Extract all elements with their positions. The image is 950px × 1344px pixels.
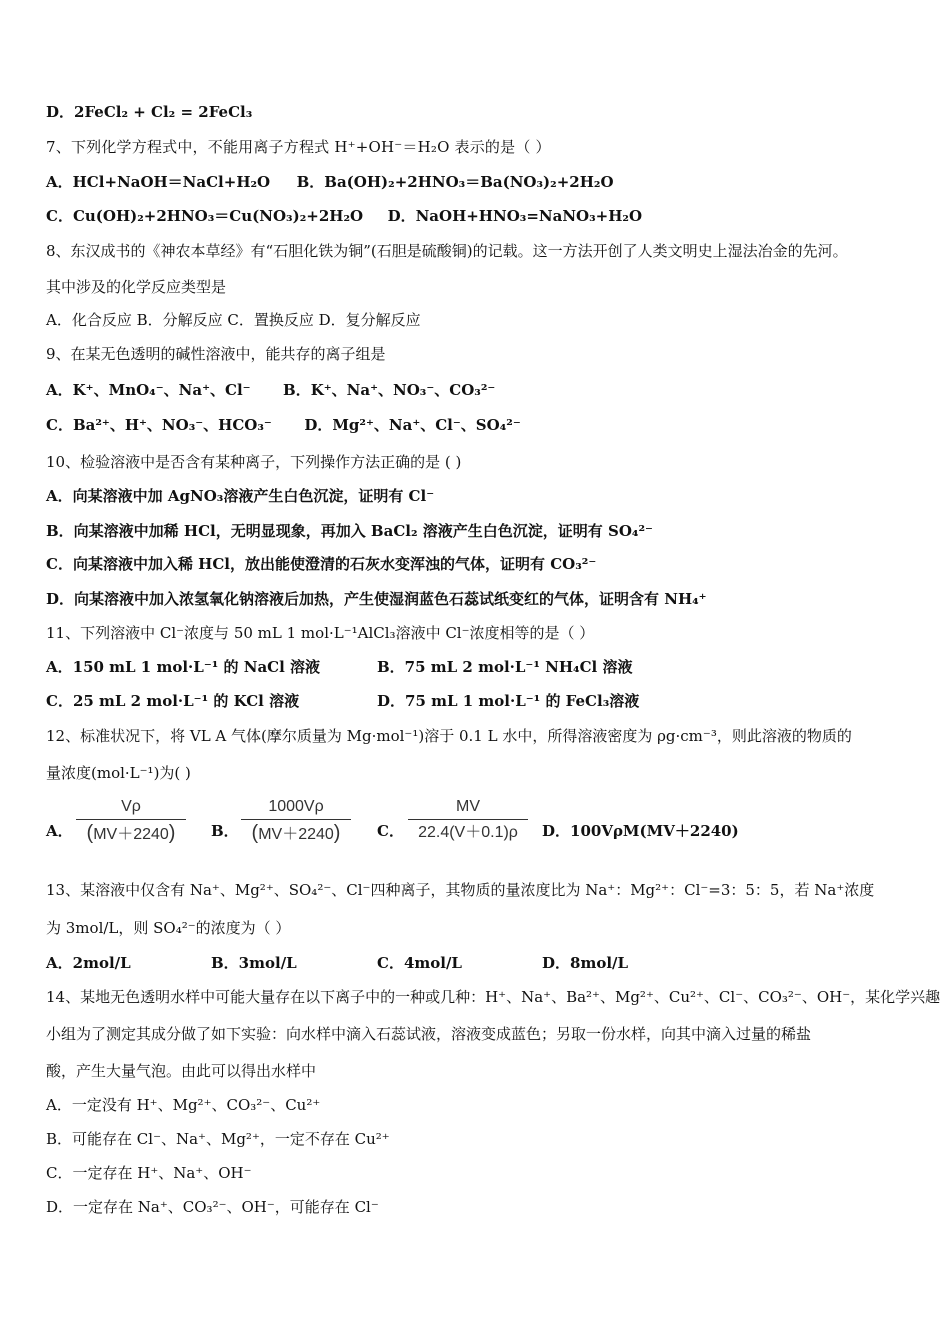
- q13-option-b: B．3mol/L: [211, 954, 297, 972]
- q14-stem-line1: 14、某地无色透明水样中可能大量存在以下离子中的一种或几种：H⁺、Na⁺、Ba²⁺、Mg²⁺、Cu²⁺、Cl⁻、CO₃²⁻、OH⁻，某化学兴趣: [46, 988, 941, 1006]
- q13-stem-line2: 为 3mol/L，则 SO₄²⁻的浓度为（ ）: [46, 919, 291, 937]
- q13-option-c: C．4mol/L: [377, 954, 462, 972]
- q6-option-d-text: 2FeCl₂ + Cl₂ = 2FeCl₃: [74, 103, 253, 121]
- q9-option-d: D．Mg²⁺、Na⁺、Cl⁻、SO₄²⁻: [304, 416, 521, 434]
- q12-option-c-fraction: [408, 796, 528, 844]
- q14-option-c: C．一定存在 H⁺、Na⁺、OH⁻: [46, 1164, 252, 1182]
- q11-options-row2: [46, 690, 910, 712]
- q8-stem-line1: 8、东汉成书的《神农本草经》有“石胆化铁为铜”(石胆是硫酸铜)的记载。这一方法开创了人类文明史上湿法冶金的先河。: [46, 242, 848, 260]
- q9-option-b: B．K⁺、Na⁺、NO₃⁻、CO₃²⁻: [283, 381, 496, 399]
- q12-option-c-label: C．: [377, 822, 404, 840]
- q7-option-c: C．Cu(OH)₂+2HNO₃＝Cu(NO₃)₂+2H₂O: [46, 207, 364, 225]
- q10-option-b: B．向某溶液中加稀 HCl，无明显现象，再加入 BaCl₂ 溶液产生白色沉淀，证明有 SO₄²⁻: [46, 522, 653, 540]
- q11-option-d: D．75 mL 1 mol·L⁻¹ 的 FeCl₃溶液: [377, 692, 640, 710]
- q9-options-row2: [46, 414, 910, 436]
- q8-stem-line2: 其中涉及的化学反应类型是: [46, 278, 227, 296]
- q10-stem: 10、检验溶液中是否含有某种离子，下列操作方法正确的是 ( ): [46, 453, 462, 471]
- q7-option-b: B．Ba(OH)₂+2HNO₃＝Ba(NO₃)₂+2H₂O: [296, 173, 614, 191]
- q12-option-b-denominator: MV＋2240: [258, 826, 334, 843]
- q12-option-a-label: A．: [46, 822, 73, 840]
- q10-option-a: A．向某溶液中加 AgNO₃溶液产生白色沉淀，证明有 Cl⁻: [46, 487, 435, 505]
- q9-stem: 9、在某无色透明的碱性溶液中，能共存的离子组是: [46, 345, 386, 363]
- q6-option-d: [46, 101, 910, 123]
- q14-stem-line3: 酸，产生大量气泡。由此可以得出水样中: [46, 1062, 317, 1080]
- q9-option-c: C．Ba²⁺、H⁺、NO₃⁻、HCO₃⁻: [46, 416, 272, 434]
- q9-options-row1: [46, 379, 910, 401]
- q12-stem-line1: 12、标准状况下，将 VL A 气体(摩尔质量为 Mg·mol⁻¹)溶于 0.1 L 水中，所得溶液密度为 ρg·cm⁻³，则此溶液的物质的: [46, 727, 852, 745]
- q7-option-a: A．HCl+NaOH＝NaCl+H₂O: [46, 173, 271, 191]
- q12-options: [46, 796, 906, 846]
- q12-option-a-fraction: Vρ (MV＋2240): [76, 796, 186, 844]
- q12-option-d: D．100VρM(MV＋2240): [542, 822, 739, 840]
- q8-options: A．化合反应 B．分解反应 C．置换反应 D．复分解反应: [46, 311, 421, 329]
- q14-option-d: D．一定存在 Na⁺、CO₃²⁻、OH⁻，可能存在 Cl⁻: [46, 1198, 379, 1216]
- q7-options-row1: [46, 171, 910, 193]
- q13-option-a: A．2mol/L: [46, 954, 131, 972]
- q12-option-b-label: B．: [211, 822, 239, 840]
- q12-option-a-denominator: MV＋2240: [93, 826, 169, 843]
- q14-option-a: A．一定没有 H⁺、Mg²⁺、CO₃²⁻、Cu²⁺: [46, 1096, 321, 1114]
- q11-stem: 11、下列溶液中 Cl⁻浓度与 50 mL 1 mol·L⁻¹AlCl₃溶液中 Cl⁻浓度相等的是（ ）: [46, 624, 595, 642]
- q11-option-c: C．25 mL 2 mol·L⁻¹ 的 KCl 溶液: [46, 692, 300, 710]
- q14-stem-line2: 小组为了测定其成分做了如下实验：向水样中滴入石蕊试液，溶液变成蓝色；另取一份水样，向其中滴入过量的稀盐: [46, 1025, 812, 1043]
- q7-stem: 7、下列化学方程式中，不能用离子方程式 H⁺+OH⁻＝H₂O 表示的是（ ）: [46, 138, 551, 156]
- q12-option-a-numerator: Vρ: [121, 798, 141, 815]
- q14-option-b: B．可能存在 Cl⁻、Na⁺、Mg²⁺，一定不存在 Cu²⁺: [46, 1130, 390, 1148]
- q10-option-c: C．向某溶液中加入稀 HCl，放出能使澄清的石灰水变浑浊的气体，证明有 CO₃²⁻: [46, 555, 597, 573]
- q12-option-b-fraction: 1000Vρ (MV＋2240): [241, 796, 351, 844]
- q11-option-a: A．150 mL 1 mol·L⁻¹ 的 NaCl 溶液: [46, 658, 321, 676]
- q12-option-c-denominator: 22.4(V＋0.1)ρ: [418, 824, 518, 841]
- q11-options-row1: [46, 656, 910, 678]
- q12-stem-line2: 量浓度(mol·L⁻¹)为( ): [46, 764, 191, 782]
- q13-option-d: D．8mol/L: [542, 954, 629, 972]
- q9-option-a: A．K⁺、MnO₄⁻、Na⁺、Cl⁻: [46, 381, 251, 399]
- q13-stem-line1: 13、某溶液中仅含有 Na⁺、Mg²⁺、SO₄²⁻、Cl⁻四种离子，其物质的量浓度比为 Na⁺：Mg²⁺：Cl⁻=3：5：5，若 Na⁺浓度: [46, 881, 875, 899]
- q11-option-b: B．75 mL 2 mol·L⁻¹ NH₄Cl 溶液: [377, 658, 633, 676]
- q6-option-d-label: D．: [46, 103, 75, 121]
- q10-option-d: D．向某溶液中加入浓氢氧化钠溶液后加热，产生使湿润蓝色石蕊试纸变红的气体，证明含有 NH₄⁺: [46, 590, 707, 608]
- q12-option-b-numerator: 1000Vρ: [268, 798, 324, 815]
- q12-option-c-numerator: MV: [456, 798, 480, 815]
- q7-option-d: D．NaOH+HNO₃=NaNO₃+H₂O: [387, 207, 643, 225]
- q7-options-row2: [46, 205, 910, 227]
